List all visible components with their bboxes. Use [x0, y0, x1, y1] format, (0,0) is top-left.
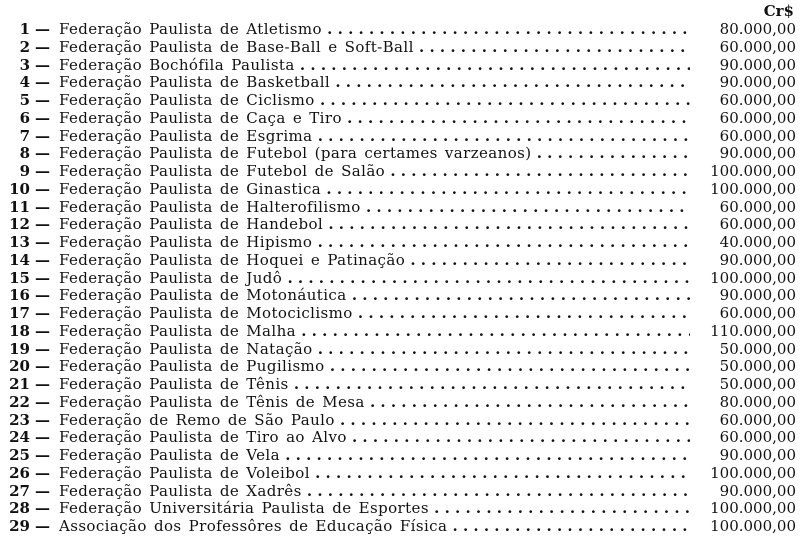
item-dash: —	[35, 215, 50, 234]
item-amount: 60.000,00	[692, 216, 796, 234]
item-dash: —	[35, 197, 50, 216]
item-name: Federação Paulista de Tiro ao Alvo . . .	[59, 429, 690, 447]
item-name: Federação Paulista de Natação . . .	[59, 341, 690, 359]
item-amount: 90.000,00	[692, 447, 796, 465]
item-number: 3	[19, 55, 30, 74]
list-item	[0, 128, 800, 146]
currency-header: Cr$	[763, 2, 794, 20]
item-dash: —	[35, 481, 50, 500]
item-amount: 100.000,00	[692, 163, 796, 181]
item-name: Associação dos Professôres de Educação Física . . .	[59, 518, 690, 536]
item-name: Federação Paulista de Voleibol . . .	[59, 465, 690, 483]
item-number: 5	[19, 91, 30, 109]
item-name: Federação Paulista de Ciclismo . . .	[59, 92, 690, 110]
item-name: Federação Paulista de Base-Ball e Soft-Ball . . .	[59, 39, 690, 57]
list-item	[0, 21, 800, 39]
list-item	[0, 216, 800, 234]
item-dash: —	[35, 37, 50, 56]
item-number: 22	[9, 392, 30, 411]
item-amount: 60.000,00	[692, 39, 796, 57]
list-item	[0, 483, 800, 501]
item-name: Federação Paulista de Tênis de Mesa . . .	[59, 394, 690, 412]
item-number: 6	[19, 108, 30, 127]
item-number: 7	[19, 126, 30, 145]
item-dash: —	[35, 321, 50, 340]
item-amount: 110.000,00	[692, 323, 796, 341]
item-name: Federação Paulista de Caça e Tiro . . .	[59, 110, 690, 128]
item-name: Federação Bochófila Paulista . . .	[59, 57, 690, 75]
item-name: Federação Paulista de Motociclismo . . .	[59, 305, 690, 323]
list-item	[0, 287, 800, 305]
item-dash: —	[35, 73, 50, 92]
item-amount: 60.000,00	[692, 429, 796, 447]
item-number: 14	[9, 250, 30, 269]
list-item	[0, 252, 800, 270]
item-number: 16	[9, 286, 30, 305]
item-number: 26	[9, 463, 30, 482]
item-dash: —	[35, 20, 50, 38]
item-name: Federação Paulista de Ginastica . . .	[59, 181, 690, 199]
list-item	[0, 39, 800, 57]
item-dash: —	[35, 446, 50, 464]
item-number: 10	[9, 179, 30, 198]
item-number: 9	[19, 162, 30, 180]
item-amount: 90.000,00	[692, 57, 796, 75]
item-dash: —	[35, 179, 50, 198]
item-amount: 100.000,00	[692, 465, 796, 483]
item-dash: —	[35, 375, 50, 393]
item-number: 23	[9, 410, 30, 429]
item-dash: —	[35, 304, 50, 322]
item-dash: —	[35, 357, 50, 376]
item-name: Federação Paulista de Malha . . .	[59, 323, 690, 341]
item-dash: —	[35, 410, 50, 429]
list-item	[0, 74, 800, 92]
item-dash: —	[35, 463, 50, 482]
item-number: 12	[9, 215, 30, 234]
item-amount: 40.000,00	[692, 234, 796, 252]
list-item	[0, 305, 800, 323]
item-amount: 80.000,00	[692, 21, 796, 39]
item-amount: 60.000,00	[692, 92, 796, 110]
list-item	[0, 358, 800, 376]
item-number: 27	[9, 481, 30, 500]
list-item	[0, 163, 800, 181]
item-amount: 50.000,00	[692, 358, 796, 376]
item-dash: —	[35, 392, 50, 411]
item-number: 25	[9, 446, 30, 464]
item-name: Federação Paulista de Hoquei e Patinação . . .	[59, 252, 690, 270]
item-amount: 60.000,00	[692, 110, 796, 128]
item-number: 15	[9, 268, 30, 287]
item-dash: —	[35, 233, 50, 251]
item-amount: 90.000,00	[692, 145, 796, 163]
list-item	[0, 110, 800, 128]
item-number: 2	[19, 37, 30, 56]
list-item	[0, 412, 800, 430]
item-number: 13	[9, 233, 30, 251]
item-amount: 90.000,00	[692, 483, 796, 501]
item-name: Federação Paulista de Vela . . .	[59, 447, 690, 465]
item-amount: 50.000,00	[692, 376, 796, 394]
list-item	[0, 465, 800, 483]
item-amount: 100.000,00	[692, 518, 796, 536]
item-amount: 80.000,00	[692, 394, 796, 412]
item-name: Federação Paulista de Handebol . . .	[59, 216, 690, 234]
item-number: 24	[9, 428, 30, 447]
list-item	[0, 57, 800, 75]
list-item	[0, 234, 800, 252]
item-number: 19	[9, 339, 30, 358]
item-name: Federação Paulista de Futebol de Salão . . .	[59, 163, 690, 181]
item-name: Federação Paulista de Motonáutica . . .	[59, 287, 690, 305]
item-dash: —	[35, 126, 50, 145]
item-dash: —	[35, 55, 50, 74]
item-number: 8	[19, 144, 30, 163]
item-number: 18	[9, 321, 30, 340]
item-dash: —	[35, 428, 50, 447]
item-amount: 90.000,00	[692, 287, 796, 305]
item-amount: 100.000,00	[692, 500, 796, 518]
list-item	[0, 341, 800, 359]
list-item	[0, 518, 800, 536]
item-name: Federação Paulista de Atletismo . . .	[59, 21, 690, 39]
item-name: Federação Paulista de Futebol (para certames varzeanos) . . .	[59, 145, 690, 163]
item-name: Federação Paulista de Pugilismo . . .	[59, 358, 690, 376]
item-dash: —	[35, 108, 50, 127]
list-item	[0, 429, 800, 447]
item-amount: 60.000,00	[692, 412, 796, 430]
item-number: 21	[9, 375, 30, 393]
item-name: Federação Paulista de Judô . . .	[59, 270, 690, 288]
federation-list	[0, 21, 800, 536]
item-dash: —	[35, 517, 50, 535]
item-name: Federação Paulista de Tênis . . .	[59, 376, 690, 394]
item-amount: 60.000,00	[692, 128, 796, 146]
item-amount: 90.000,00	[692, 252, 796, 270]
item-number: 11	[9, 197, 30, 216]
item-dash: —	[35, 144, 50, 163]
list-item	[0, 199, 800, 217]
item-amount: 50.000,00	[692, 341, 796, 359]
item-dash: —	[35, 339, 50, 358]
item-name: Federação Paulista de Xadrês . . .	[59, 483, 690, 501]
list-item	[0, 323, 800, 341]
item-number: 20	[9, 357, 30, 376]
list-item	[0, 394, 800, 412]
item-amount: 90.000,00	[692, 74, 796, 92]
item-amount: 100.000,00	[692, 181, 796, 199]
item-amount: 60.000,00	[692, 305, 796, 323]
item-name: Federação Paulista de Halterofilismo . . .	[59, 199, 690, 217]
item-name: Federação Paulista de Basketball . . .	[59, 74, 690, 92]
item-name: Federação Paulista de Esgrima . . .	[59, 128, 690, 146]
item-amount: 100.000,00	[692, 270, 796, 288]
item-dash: —	[35, 250, 50, 269]
list-item	[0, 500, 800, 518]
item-number: 28	[9, 499, 30, 518]
list-item	[0, 447, 800, 465]
item-amount: 60.000,00	[692, 199, 796, 217]
list-item	[0, 376, 800, 394]
item-dash: —	[35, 286, 50, 305]
item-name: Federação Universitária Paulista de Esportes . . .	[59, 500, 690, 518]
item-name: Federação Paulista de Hipismo . . .	[59, 234, 690, 252]
item-number: 4	[19, 73, 30, 92]
item-dash: —	[35, 499, 50, 518]
item-number: 1	[19, 20, 30, 38]
list-item	[0, 145, 800, 163]
list-item	[0, 270, 800, 288]
item-number: 17	[9, 304, 30, 322]
item-number: 29	[9, 517, 30, 535]
item-dash: —	[35, 268, 50, 287]
item-dash: —	[35, 91, 50, 109]
item-name: Federação de Remo de São Paulo . . .	[59, 412, 690, 430]
list-item	[0, 181, 800, 199]
list-item	[0, 92, 800, 110]
item-dash: —	[35, 162, 50, 180]
